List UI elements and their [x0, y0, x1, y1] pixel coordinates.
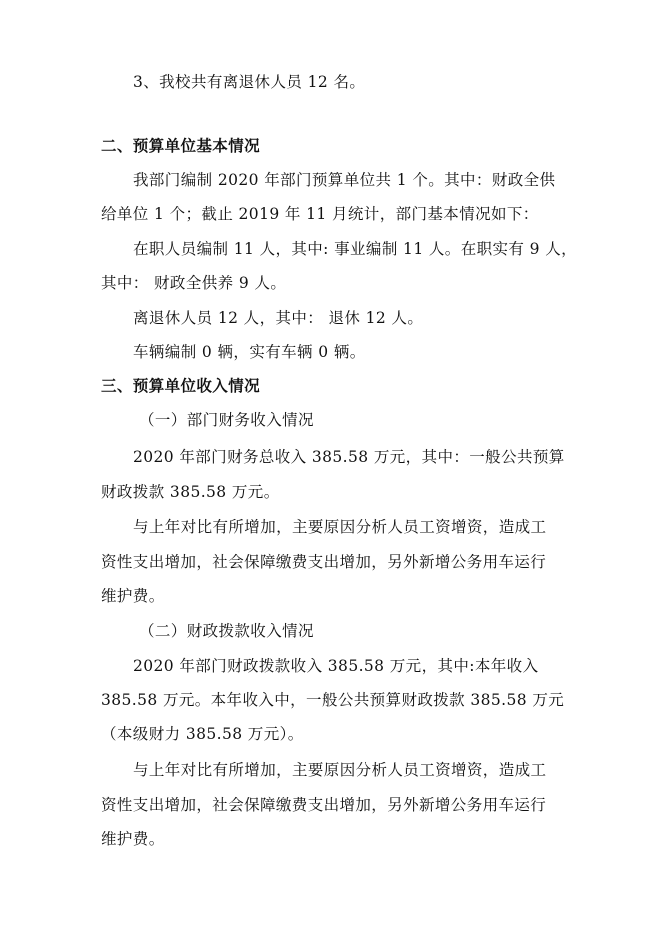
section-heading-budget-income: 三、预算单位收入情况 [101, 377, 261, 395]
paragraph-vehicles: 车辆编制 0 辆，实有车辆 0 辆。 [133, 343, 366, 361]
section-heading-budget-unit-basic: 二、预算单位基本情况 [101, 137, 261, 155]
paragraph-unit-count-line1: 我部门编制 2020 年部门预算单位共 1 个。其中：财政全供 [133, 171, 556, 189]
paragraph-comparison2-line1: 与上年对比有所增加，主要原因分析人员工资增资，造成工 [133, 761, 547, 779]
subheading-department-income: （一）部门财务收入情况 [139, 411, 314, 429]
paragraph-retirees: 离退休人员 12 人，其中： 退休 12 人。 [133, 309, 424, 327]
paragraph-comparison-line1: 与上年对比有所增加，主要原因分析人员工资增资，造成工 [133, 518, 547, 536]
paragraph-staff-line1: 在职人员编制 11 人，其中: 事业编制 11 人。在职实有 9 人， [133, 240, 578, 258]
subheading-appropriation-income: （二）财政拨款收入情况 [139, 622, 314, 640]
paragraph-staff-line2: 其中： 财政全供养 9 人。 [101, 274, 287, 292]
paragraph-comparison2-line2: 资性支出增加，社会保障缴费支出增加，另外新增公务用车运行 [101, 796, 547, 814]
retiree-count-line: 3、我校共有离退休人员 12 名。 [133, 73, 366, 91]
paragraph-comparison2-line3: 维护费。 [101, 830, 165, 848]
paragraph-comparison-line3: 维护费。 [101, 587, 165, 605]
paragraph-appropriation-line3: （本级财力 385.58 万元）。 [101, 725, 304, 743]
paragraph-appropriation-line1: 2020 年部门财政拨款收入 385.58 万元，其中:本年收入 [133, 657, 539, 675]
paragraph-total-income-line2: 财政拨款 385.58 万元。 [101, 483, 280, 501]
paragraph-comparison-line2: 资性支出增加，社会保障缴费支出增加，另外新增公务用车运行 [101, 553, 547, 571]
paragraph-total-income-line1: 2020 年部门财务总收入 385.58 万元，其中：一般公共预算 [133, 448, 565, 466]
paragraph-appropriation-line2: 385.58 万元。本年收入中，一般公共预算财政拨款 385.58 万元 [101, 691, 565, 709]
paragraph-unit-count-line2: 给单位 1 个；截止 2019 年 11 月统计，部门基本情况如下： [101, 205, 539, 223]
